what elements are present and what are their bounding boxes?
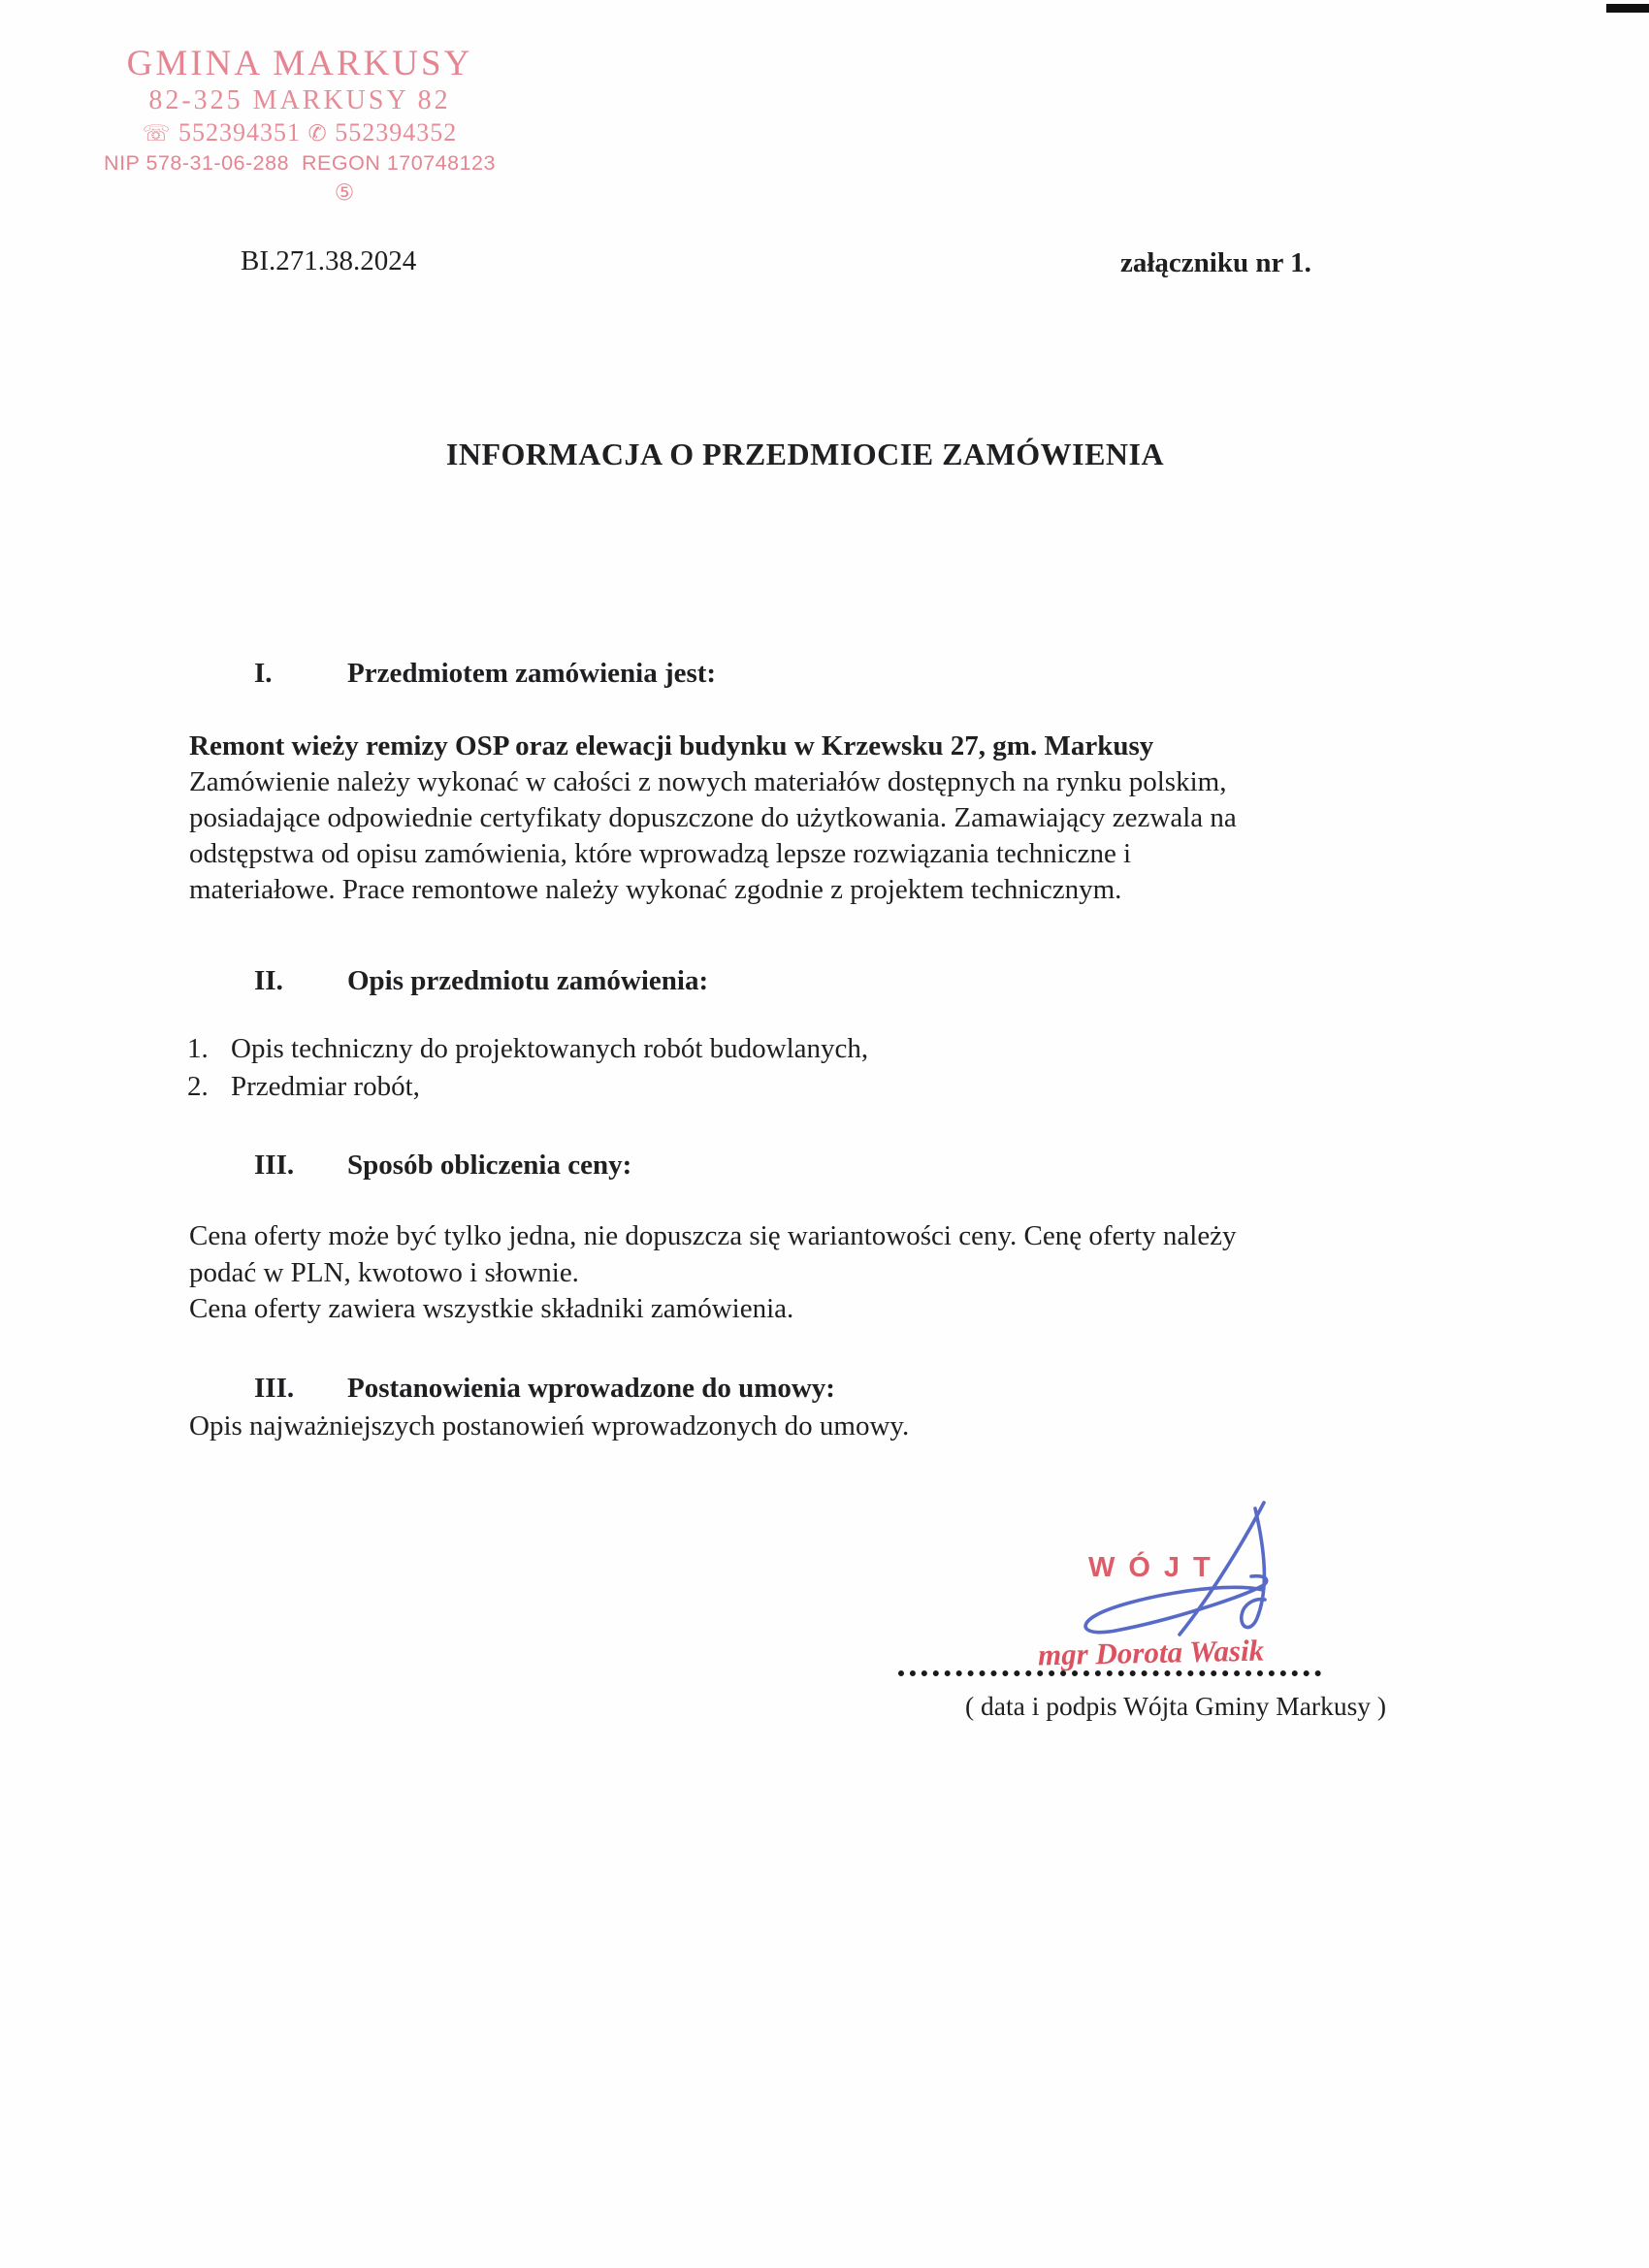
list-item (187, 1068, 868, 1106)
section-4-heading (254, 1373, 835, 1405)
stamp-phone-line (100, 118, 500, 147)
section-1-lead-line: Remont wieży remizy OSP oraz elewacji budynku w Krzewsku 27, gm. Markusy (189, 730, 1154, 761)
stamp-ids-line (100, 151, 500, 176)
nip-value: 578-31-06-288 (146, 151, 290, 175)
list-item (187, 1030, 868, 1068)
section-4-title: Postanowienia wprowadzone do umowy: (347, 1373, 835, 1404)
signature-dotted-line (898, 1645, 1321, 1676)
stamp-fax-number: 552394352 (335, 118, 458, 146)
page-title: INFORMACJA O PRZEDMIOCIE ZAMÓWIENIA (445, 437, 1165, 471)
section-4-paragraph (189, 1409, 909, 1444)
section-1-heading (254, 658, 716, 690)
paragraph-line: Cena oferty zawiera wszystkie składniki zamówienia. (189, 1293, 794, 1324)
section-3-number: III. (254, 1150, 295, 1181)
wojt-role-stamp: WÓJT (1088, 1552, 1224, 1583)
list-item-number: 2. (187, 1071, 209, 1102)
section-2-title: Opis przedmiotu zamówienia: (347, 965, 709, 996)
section-3-title: Sposób obliczenia ceny: (347, 1150, 632, 1181)
paragraph-line: odstępstwa od opisu zamówienia, które wprowadzą lepsze rozwiązania techniczne i (189, 838, 1132, 869)
case-reference-number: BI.271.38.2024 (241, 245, 417, 276)
signature-caption: ( data i podpis Wójta Gminy Markusy ) (965, 1691, 1387, 1721)
stamp-phone-number: 552394351 (178, 118, 301, 146)
attachment-label: załączniku nr 1. (1120, 247, 1311, 278)
fax-icon: ✆ (307, 121, 328, 146)
section-4-number: III. (254, 1373, 295, 1404)
paragraph-line: Opis najważniejszych postanowień wprowadzonych do umowy. (189, 1410, 910, 1442)
section-2-number: II. (254, 965, 283, 996)
signer-name-stamp: mgr Dorota Wasik (1037, 1633, 1265, 1672)
regon-label: REGON (302, 151, 381, 175)
section-1-paragraph (189, 729, 1237, 908)
paragraph-line: podać w PLN, kwotowo i słownie. (189, 1256, 579, 1288)
regon-value: 170748123 (386, 151, 496, 175)
paragraph-line: materiałowe. Prace remontowe należy wykonać zgodnie z projektem technicznym. (189, 874, 1122, 905)
stamp-address: 82-325 MARKUSY 82 (148, 85, 451, 115)
section-1-title: Przedmiotem zamówienia jest: (347, 658, 717, 689)
section-2-list (187, 1030, 868, 1106)
section-3-paragraph (189, 1218, 1237, 1328)
stamp-org-name: GMINA MARKUSY (126, 44, 473, 83)
paragraph-line: Cena oferty może być tylko jedna, nie dopuszcza się wariantowości ceny. Cenę oferty należy (189, 1220, 1237, 1251)
gmina-stamp (100, 43, 500, 206)
list-item-number: 1. (187, 1033, 209, 1064)
list-item-text: Przedmiar robót, (231, 1071, 420, 1102)
scan-corner-mark (1606, 4, 1649, 13)
section-2-heading (254, 965, 708, 997)
section-3-heading (254, 1150, 631, 1182)
nip-label: NIP (104, 151, 140, 175)
list-item-text: Opis techniczny do projektowanych robót budowlanych, (231, 1033, 869, 1064)
stamp-circled-five: ⑤ (334, 180, 355, 206)
phone-icon: ☏ (142, 121, 172, 146)
section-1-number: I. (254, 658, 273, 689)
paragraph-line: posiadające odpowiednie certyfikaty dopuszczone do użytkowania. Zamawiający zezwala na (189, 802, 1237, 833)
paragraph-line: Zamówienie należy wykonać w całości z nowych materiałów dostępnych na rynku polskim, (189, 766, 1227, 797)
